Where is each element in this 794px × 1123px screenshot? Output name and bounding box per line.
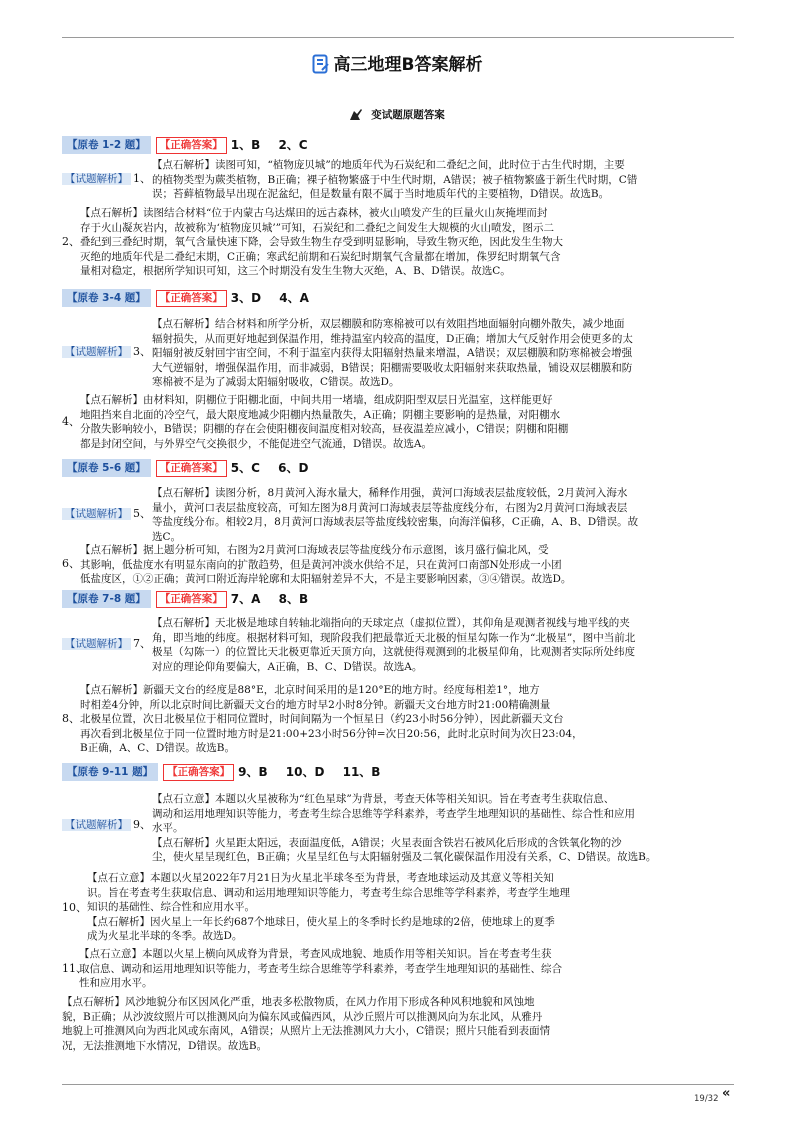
section-header-7-8 <box>62 590 308 608</box>
correct-answer-label: 【正确答案】 <box>163 764 234 781</box>
answer-text-q5: 【点石解析】读图分析，8月黄河入海水量大，稀释作用强，黄河口海域表层盐度较低，2月黄河入海水 量小，黄河口表层盐度较高，可知左图为8月黄河口海域表层等盐度线分布，右图为2月黄河口海域表层 等盐度线分布。相较2月，8月黄河口海域表层等盐度线较密集，向海洋偏移，C正确，A、B、D错误。故 选C。 <box>152 487 639 543</box>
section-header-1-2 <box>62 136 308 154</box>
correct-answer-label: 【正确答案】 <box>156 591 227 608</box>
answers: 3、D 4、A <box>230 290 309 305</box>
section-tag: 【原卷 1-2 题】 <box>62 136 151 154</box>
answer-text-q4: 【点石解析】由材料知，阴棚位于阳棚北面，中间共用一堵墙，组成阴阳型双层日光温室，这样能更好 地阻挡来自北面的冷空气，最大限度地减少阳棚内热量散失，A正确；阴棚主要影响的是热量，对阳棚水 分散失影响较小，B错误；阴棚的存在会使阳棚夜间温度相对较高，昼夜温差应减小，C错误；阴棚和阳棚 都是封闭空间，与外界空气交换很少，不能促进空气流通，D错误。故选A。 <box>80 394 569 450</box>
section-header-3-4 <box>62 289 309 307</box>
section-tag: 【原卷 7-8 题】 <box>62 590 151 608</box>
analysis-label: 【试题解析】 <box>62 818 131 833</box>
item-number: 7、 <box>133 637 151 650</box>
bottom-rule <box>62 1084 734 1085</box>
answers: 5、C 6、D <box>230 460 309 475</box>
item-number: 11、 <box>62 962 87 975</box>
answer-text-q11: 【点石立意】本题以火星上横向风成脊为背景，考查风成地貌、地质作用等相关知识。旨在考查考生获 取信息、调动和运用地理知识等能力，考查考生综合思维等学科素养，考查学生地理知识的基础性、综合 性和应用水平。 <box>79 948 562 989</box>
section-tag: 【原卷 9-11 题】 <box>62 763 158 781</box>
answer-text-q2: 【点石解析】读图结合材料“位于内蒙古乌达煤田的远古森林，被火山喷发产生的巨量火山灰掩埋而封 存于火山凝灰岩内，故被称为‘植物庞贝城’”可知，石炭纪和二叠纪之间发生大规模的火山喷发，图示二 叠纪到三叠纪时期，氧气含量快速下降，会导致生物生存受到明显影响，导致生物灭绝，因此发生生物大 灭绝的地质年代是二叠纪末期，C正确；寒武纪前期和石炭纪时期氧气含量都在增加，侏罗纪时期氧气含 量相对稳定，根据所学知识可知，这三个时期没有发生生物大灭绝，A、B、D错误。故选C。 <box>80 207 563 277</box>
section-tag: 【原卷 3-4 题】 <box>62 289 151 307</box>
analysis-label: 【试题解析】 <box>62 637 131 652</box>
title-text: 高三地理B答案解析 <box>333 55 483 75</box>
answer-text-q10: 【点石立意】本题以火星2022年7月21日为火星北半球冬至为背景，考查地球运动及其意义等相关知 识。旨在考查考生获取信息、调动和运用地理知识等能力，考查考生综合思维等学科素养，考查学生地理 知识的基础性、综合性和应用水平。 【点石解析】因火星上一年长约687个地球日，使火星上的冬季时长约是地球的2倍，使地球上的夏季 成为火星北半球的冬季。故选D。 <box>87 872 570 942</box>
subtitle-text: 变试题原题答案 <box>371 109 445 121</box>
pen-icon <box>349 108 363 126</box>
item-number: 6、 <box>62 557 80 570</box>
section-tag: 【原卷 5-6 题】 <box>62 459 151 477</box>
item-number: 4、 <box>62 415 80 428</box>
chevron-left-icon: « <box>722 1086 731 1101</box>
item-number: 3、 <box>133 345 151 358</box>
answer-text-q6: 【点石解析】据上题分析可知，右图为2月黄河口海域表层等盐度线分布示意图，该月盛行偏北风，受 其影响，低盐度水有明显东南向的扩散趋势，但是黄河冲淡水供给不足，只在黄河口南部N处形成一小团 低盐度区，①②正确；黄河口附近海岸轮廓和太阳辐射差异不大，不是主要影响因素，③④错误。故选D。 <box>80 544 572 585</box>
answer-text-q7: 【点石解析】天北极是地球自转轴北端指向的天球定点（虚拟位置），其仰角是观测者视线与地平线的夹 角，即当地的纬度。根据材料可知，现阶段我们把最靠近天北极的恒星勾陈一作为“北极星”，图中当前北 极星（勾陈一）的位置比天北极更靠近天顶方向，这就使得观测到的北极星仰角，比观测者实际所处纬度 对应的理论仰角要偏大，A正确，B、C、D错误。故选A。 <box>152 617 636 673</box>
analysis-label: 【试题解析】 <box>62 507 131 522</box>
answer-text-q1: 【点石解析】读图可知，“植物庞贝城”的地质年代为石炭纪和二叠纪之间，此时位于古生代时期，主要 的植物类型为蕨类植物，B正确；裸子植物繁盛于中生代时期，A错误；被子植物繁盛于新生代时期，C错 误；苔藓植物最早出现在泥盆纪，但是数量有限不属于当时地质年代的主要植物，D错误。故选B。 <box>152 159 638 200</box>
item-number: 2、 <box>62 235 80 248</box>
section-header-9-11 <box>62 763 380 781</box>
page-title <box>0 53 794 81</box>
answer-text-q9: 【点石立意】本题以火星被称为“红色星球”为背景，考查天体等相关知识。旨在考查考生获取信息、 调动和运用地理知识等能力，考查考生综合思维等学科素养，考查学生地理知识的基础性、综合性和应用 水平。 【点石解析】火星距太阳远，表面温度低，A错误；火星表面含铁岩石被风化后形成的含铁氧化物的沙 尘，使火星呈现红色，B正确；火星呈红色与太阳辐射强及二氧化碳保温作用没有关系，C、D错误。故选B。 <box>152 793 657 863</box>
answer-text-q3: 【点石解析】结合材料和所学分析，双层棚膜和防寒棉被可以有效阻挡地面辐射向棚外散失，减少地面 辐射损失，从而更好地起到保温作用，维持温室内较高的温度，D正确；增加大气反射作用会使更多的太 阳辐射被反射回宇宙空间，不利于温室内获得太阳辐射热量来增温，A错误；双层棚膜和防寒棉被会增强 大气逆辐射，增强保温作用，而非减弱，B错误；阳棚需要吸收太阳辐射来获取热量，铺设双层棚膜和防 寒棉被不是为了减弱太阳辐射吸收，C错误。故选D。 <box>152 318 633 388</box>
correct-answer-label: 【正确答案】 <box>156 290 227 307</box>
item-number: 5、 <box>133 507 151 520</box>
answer-text-q11-analysis: 【点石解析】风沙地貌分布区因风化严重，地表多松散物质，在风力作用下形成各种风积地貌和风蚀地 貌，B正确；从沙波纹照片可以推测风向为偏东风或偏西风，从沙丘照片可以推测风向为东北风，从雅丹 地貌上可推测风向为西北风或东南风，A错误；从照片上无法推测风力大小，C错误；照片只能看到表面情 况，无法推测地下水情况，D错误。故选B。 <box>62 996 551 1052</box>
answers: 9、B 10、D 11、B <box>238 764 381 779</box>
correct-answer-label: 【正确答案】 <box>156 137 227 154</box>
correct-answer-label: 【正确答案】 <box>156 460 227 477</box>
page-subtitle <box>0 107 794 126</box>
page-number: 19/32 <box>694 1094 719 1104</box>
section-header-5-6 <box>62 459 308 477</box>
answers: 7、A 8、B <box>230 591 309 606</box>
top-rule <box>62 37 734 38</box>
document-icon <box>312 54 330 81</box>
item-number: 1、 <box>133 172 151 185</box>
item-number: 10、 <box>62 901 87 914</box>
item-number: 9、 <box>133 818 151 831</box>
analysis-label: 【试题解析】 <box>62 345 131 360</box>
answers: 1、B 2、C <box>230 137 308 152</box>
analysis-label: 【试题解析】 <box>62 172 131 187</box>
answer-text-q8: 【点石解析】新疆天文台的经度是88°E，北京时间采用的是120°E的地方时。经度每相差1°，地方 时相差4分钟，所以北京时间比新疆天文台的地方时早2小时8分钟。新疆天文台地方时21:00精确测量 北极星位置，次日北极星位于相同位置时，时间间隔为一个恒星日（约23小时56分钟），因此新疆天文台 再次看到北极星位于同一位置时地方时是21:00+23小时56分钟=次日20:56，此时北京时间为次日23:04， B正确，A、C、D错误。故选B。 <box>80 684 583 754</box>
item-number: 8、 <box>62 712 80 725</box>
